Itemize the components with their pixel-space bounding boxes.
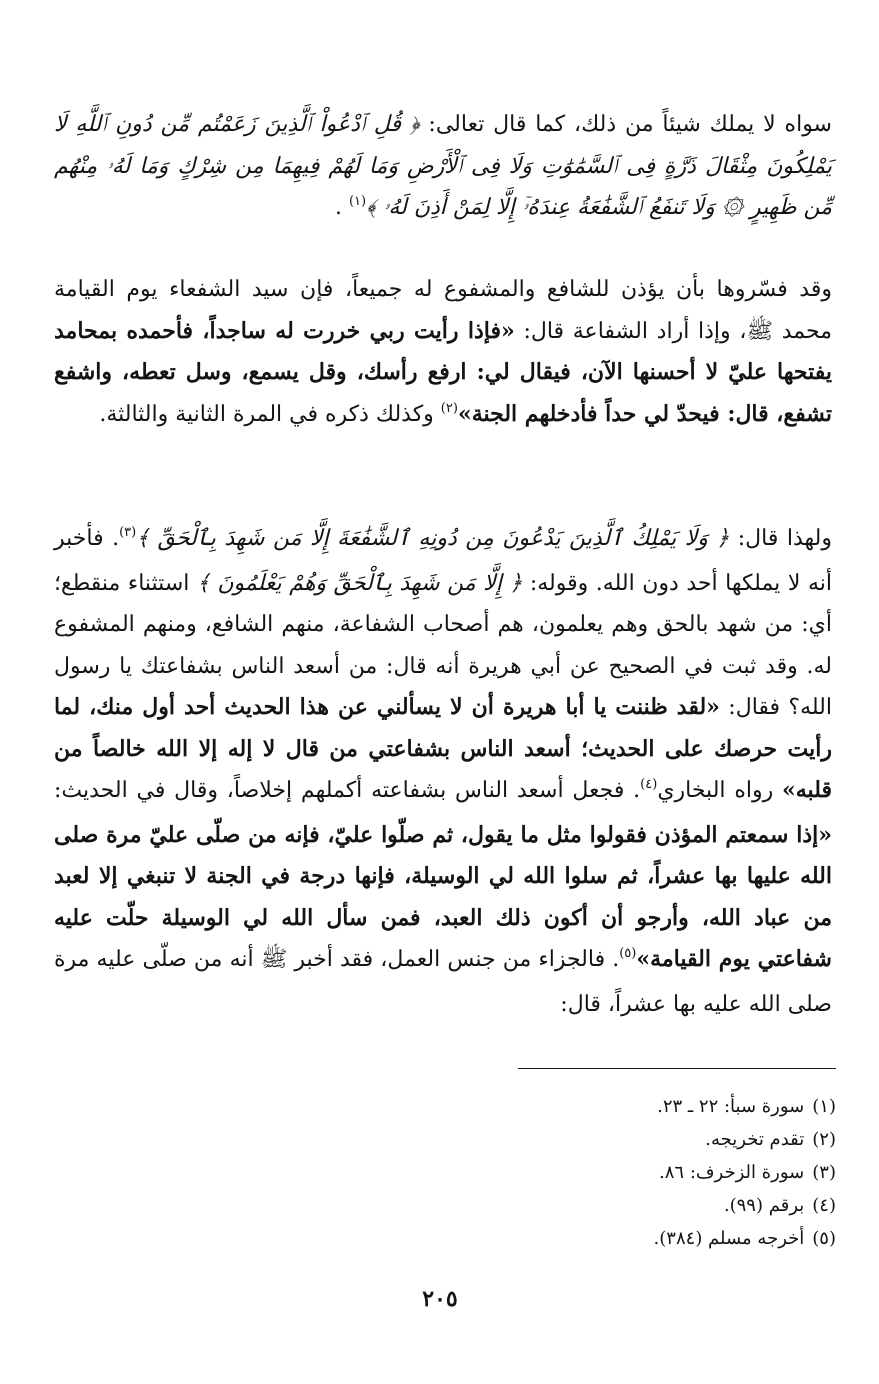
footnote-number: (١) [812,1096,836,1117]
footnote-2 [420,1123,836,1156]
paragraph-3-text-b: استثناء منقطع؛ أي: من شهد بالحق وهم يعلمون، هم أصحاب الشفاعة، منهم الشافع، ومنهم المشفوع له. وقد ثبت في الصحيح عن أبي هريرة أنه قال: من أسعد الناس بشفاعتك يا رسول الله؟ فقال: [54,570,832,720]
paragraph-2-end: وكذلك ذكره في المرة الثانية والثالثة. [99,401,441,427]
paragraph-2-text: وقد فسّروها بأن يؤذن للشافع والمشفوع له جميعاً، فإن سيد الشفعاء يوم القيامة محمد ﷺ، وإذا أراد الشفاعة قال: [54,277,832,344]
footnote-ref-4: (٤) [640,777,658,792]
footnote-ref-5: (٥) [619,946,637,961]
footnote-ref-1: (١) [348,194,367,209]
footnote-text: سورة الزخرف: ٨٦. [659,1162,805,1183]
paragraph-3-intro: ولهذا قال: [729,526,833,551]
paragraph-3-text-d: . فجعل أسعد الناس بشفاعته أكملهم إخلاصاً، وقال في الحديث: [54,778,641,803]
paragraph-1-end: . [334,195,349,220]
paragraph-2-body [54,269,832,438]
footnote-number: (٥) [812,1228,836,1249]
footnote-text: تقدم تخريجه. [705,1129,805,1150]
footnote-divider [518,1068,836,1069]
paragraph-3-body [54,518,832,1025]
footnote-3 [420,1156,836,1189]
footnote-1 [420,1090,836,1123]
hadith-abu-hurairah: «لقد ظننت يا أبا هريرة أن لا يسألني عن هذا الحديث أحد أول منك، لما رأيت حرصك على الحديث؛ أسعد الناس بشفاعتي من قال لا إله إلا الله خالصاً من قلبه» [54,694,832,803]
paragraph-3-text-c: رواه البخاري [657,778,783,803]
footnote-5 [420,1222,836,1255]
footnote-4 [420,1189,836,1222]
quran-verse-saba: ﴿ قُلِ ٱدْعُواْ ٱلَّذِينَ زَعَمْتُم مِّن دُونِ ٱللَّهِ لَا يَمْلِكُونَ مِثْقَالَ ذَرَّةٍ فِى ٱلسَّمَٰوَٰتِ وَلَا فِى ٱلْأَرْضِ وَمَا لَهُمْ فِيهِمَا مِن شِرْكٍ وَمَا لَهُۥ مِنْهُم مِّن ظَهِيرٍ ۞ وَلَا تَنفَعُ ٱلشَّفَٰعَةُ عِندَهُۥٓ إِلَّا لِمَنْ أَذِنَ لَهُۥ ﴾ [54,112,832,220]
paragraph-3-text-e: . فالجزاء من جنس العمل، فقد أخبر ﷺ أنه من صلّى عليه مرة صلى الله عليه بها عشراً، قال: [54,947,832,1017]
footnote-number: (٣) [812,1162,836,1183]
hadith-muadhin: «إذا سمعتم المؤذن فقولوا مثل ما يقول، ثم صلّوا عليّ، فإنه من صلّى عليّ مرة صلى الله عليها بها عشراً، ثم سلوا الله لي الوسيلة، فإنها درجة في الجنة لا تنبغي إلا لعبد من عباد الله، وأرجو أن أكون ذلك العبد، فمن سأل الله لي الوسيلة حلّت عليه شفاعتي يوم القيامة» [54,821,832,972]
footnote-text: سورة سبأ: ٢٢ ـ ٢٣. [657,1096,805,1117]
footnote-ref-3: (٣) [119,525,137,540]
footnote-number: (٢) [812,1129,836,1150]
footnotes [420,1090,836,1255]
page-number: ٢٠٥ [422,1286,458,1312]
quran-verse-zukhruf: ﴿ وَلَا يَمْلِكُ ٱلَّذِينَ يَدْعُونَ مِن دُونِهِ ٱلشَّفَٰعَةَ إِلَّا مَن شَهِدَ بِٱلْحَقِّ ﴾ [136,526,730,551]
footnote-ref-2: (٢) [440,400,458,416]
footnote-text: برقم (٩٩). [723,1195,805,1216]
footnote-number: (٤) [812,1195,836,1216]
paragraph-3-text-a: . فأخبر أنه لا يملكها أحد دون الله. وقوله: [54,526,832,596]
paragraph-3 [54,518,832,1025]
paragraph-1 [54,104,832,232]
quran-verse-illa-man-shahida: ﴿ إِلَّا مَن شَهِدَ بِٱلْحَقِّ وَهُمْ يَعْلَمُونَ ﴾ [196,570,523,596]
hadith-shafaa: «فإذا رأيت ربي خررت له ساجداً، فأحمده بمحامد يفتحها عليّ لا أحسنها الآن، فيقال لي: ارفع رأسك، وقل يسمع، وسل تعطه، واشفع تشفع، قال: فيحدّ لي حداً فأدخلهم الجنة» [54,317,832,427]
paragraph-1-body [54,104,832,232]
paragraph-1-text: سواه لا يملك شيئاً من ذلك، كما قال تعالى: [419,112,832,137]
footnote-text: أخرجه مسلم (٣٨٤). [653,1228,805,1249]
paragraph-2 [54,269,832,438]
